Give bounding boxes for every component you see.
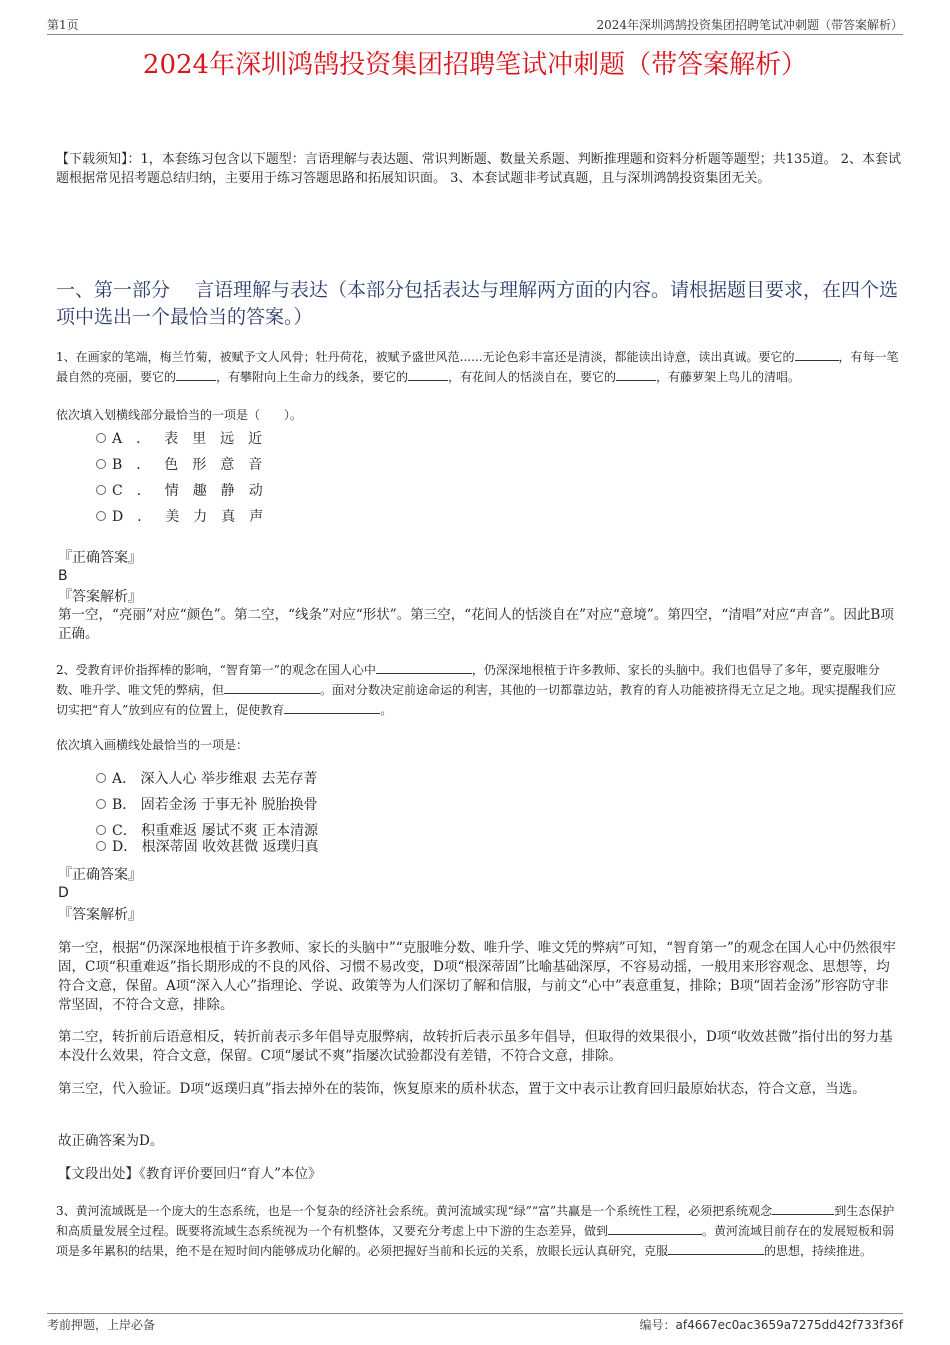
page-number: 第1页: [47, 18, 79, 32]
question-2-instruction: 依次填入画横线处最恰当的一项是：: [56, 738, 249, 752]
section-heading: 一、第一部分 言语理解与表达（本部分包括表达与理解两方面的内容。请根据题目要求，在四个选项中选出一个最恰当的答案。）: [56, 279, 899, 328]
radio-icon[interactable]: [96, 485, 106, 495]
blank: [795, 347, 839, 361]
question-1-analysis: 第一空，“亮丽”对应“颜色”。第二空，“线条”对应“形状”。第三空，“花间人的恬淡自在”对应“意境”。第四空，“清唱”对应“声音”。因此B项正确。: [58, 607, 894, 642]
blank: [408, 367, 448, 381]
blank: [772, 1201, 834, 1215]
blank: [376, 660, 472, 674]
radio-icon[interactable]: [96, 841, 106, 851]
question-1-option-c[interactable]: C．情趣静动: [96, 482, 277, 500]
question-2-answer: D: [58, 885, 69, 901]
blank: [668, 1241, 764, 1255]
blank: [608, 1221, 702, 1235]
footer-code: 编号：af4667ec0ac3659a7275dd42f733f36f: [639, 1318, 903, 1332]
download-notice: 【下载须知】：1，本套练习包含以下题型：言语理解与表达题、常识判断题、数量关系题、判断推理题和资料分析题等题型；共135道。 2、本套试题根据常见招考题总结归纳，主要用于练习答题思路和拓展知识面。 3、本套试题非考试真题，且与深圳鸿鹄投资集团无关。: [56, 152, 901, 186]
question-1-stem: 1、在画家的笔端，梅兰竹菊，被赋予文人风骨；牡丹荷花，被赋予盛世风范......无论色彩丰富还是清淡，都能读出诗意，读出真诚。要它的 ，有每一笔最自然的亮丽，要它的 ，有攀附向上生命力的线条，要它的 ，有花间人的恬淡自在，要它的 ，有藤萝架上鸟儿的清唱。: [56, 347, 901, 387]
question-2-option-d[interactable]: D． 根深蒂固 收效甚微 返璞归真: [96, 838, 319, 856]
question-3-stem: 3、黄河流域既是一个庞大的生态系统，也是一个复杂的经济社会系统。黄河流域实现“绿”“富”共赢是一个系统性工程，必须把系统观念 到生态保护和高质量发展全过程。既要将流域生态系统视为一个有机整体，又要充分考虑上中下游的生态差异，做到 。黄河流域目前存在的发展短板和弱项是多年累积的结果，绝不是在短时间内能够成功化解的。必须把握好当前和长远的关系，放眼长远认真研究，克服 的思想，持续推进。: [56, 1201, 901, 1261]
question-2-option-c[interactable]: C． 积重难返 屡试不爽 正本清源: [96, 822, 318, 840]
question-2-analysis-paragraph-1: 第一空，根据“仍深深地根植于许多教师、家长的头脑中”“克服唯分数、唯升学、唯文凭的弊病”可知，“智育第一”的观念在国人心中仍然很牢固，C项“积重难返”指长期形成的不良的风俗、习惯不易改变，D项“根深蒂固”比喻基础深厚，不容易动摇，一般用来形容观念、思想等，均符合文意，保留。A项“深入人心”指理论、学说、政策等为人们深切了解和信服，与前文“心中”表意重复，排除；B项“固若金汤”形容防守非常坚固，不符合文意，排除。: [58, 940, 896, 1013]
blank: [284, 700, 380, 714]
question-2-answer-label: 『正确答案』: [58, 867, 142, 883]
header-doc-title: 2024年深圳鸿鹄投资集团招聘笔试冲刺题（带答案解析）: [596, 18, 903, 32]
question-1-option-b[interactable]: B．色形意音: [96, 456, 276, 474]
page-footer: [47, 1313, 903, 1334]
question-1-analysis-label: 『答案解析』: [58, 589, 142, 605]
radio-icon[interactable]: [96, 459, 106, 469]
question-1-instruction: 依次填入划横线部分最恰当的一项是（ ）。: [56, 408, 303, 422]
page-header: [47, 14, 903, 35]
question-2-option-b[interactable]: B． 固若金汤 于事无补 脱胎换骨: [96, 796, 318, 814]
question-1-answer-label: 『正确答案』: [58, 550, 142, 566]
question-1-answer: B: [58, 568, 68, 584]
question-2-option-a[interactable]: A． 深入人心 举步维艰 去芜存菁: [96, 770, 317, 788]
question-1-option-d[interactable]: D．美力真声: [96, 508, 277, 526]
radio-icon[interactable]: [96, 511, 106, 521]
question-2-analysis-paragraph-2: 第二空，转折前后语意相反，转折前表示多年倡导克服弊病，故转折后表示虽多年倡导，但取得的效果很小，D项“收效甚微”指付出的努力基本没什么效果，符合文意，保留。C项“屡试不爽”指屡次试验都没有差错，不符合文意，排除。: [58, 1029, 893, 1064]
blank: [616, 367, 656, 381]
radio-icon[interactable]: [96, 773, 106, 783]
question-2-analysis-label: 『答案解析』: [58, 907, 142, 923]
question-1-option-a[interactable]: A．表里远近: [96, 430, 276, 448]
question-2-stem: 2、受教育评价指挥棒的影响，“智育第一”的观念在国人心中 ，仍深深地根植于许多教师、家长的头脑中。我们也倡导了多年，要克服唯分数、唯升学、唯文凭的弊病，但 。面对分数决定前途命运的利害，其他的一切都靠边站，教育的育人功能被挤得无立足之地。现实提醒我们应切实把“育人”放到应有的位置上，促使教育 。: [56, 660, 901, 720]
question-2-analysis-paragraph-4: 故正确答案为D。: [58, 1133, 164, 1149]
question-2-analysis-paragraph-3: 第三空，代入验证。D项“返璞归真”指去掉外在的装饰，恢复原来的质朴状态，置于文中表示让教育回归最原始状态，符合文意，当选。: [58, 1081, 866, 1097]
radio-icon[interactable]: [96, 433, 106, 443]
blank: [224, 680, 320, 694]
radio-icon[interactable]: [96, 825, 106, 835]
blank: [176, 367, 216, 381]
question-2-source: 【文段出处】《教育评价要回归“育人”本位》: [58, 1166, 322, 1182]
radio-icon[interactable]: [96, 799, 106, 809]
footer-slogan: 考前押题，上岸必备: [47, 1318, 156, 1332]
document-title: 2024年深圳鸿鹄投资集团招聘笔试冲刺题（带答案解析）: [142, 50, 808, 80]
